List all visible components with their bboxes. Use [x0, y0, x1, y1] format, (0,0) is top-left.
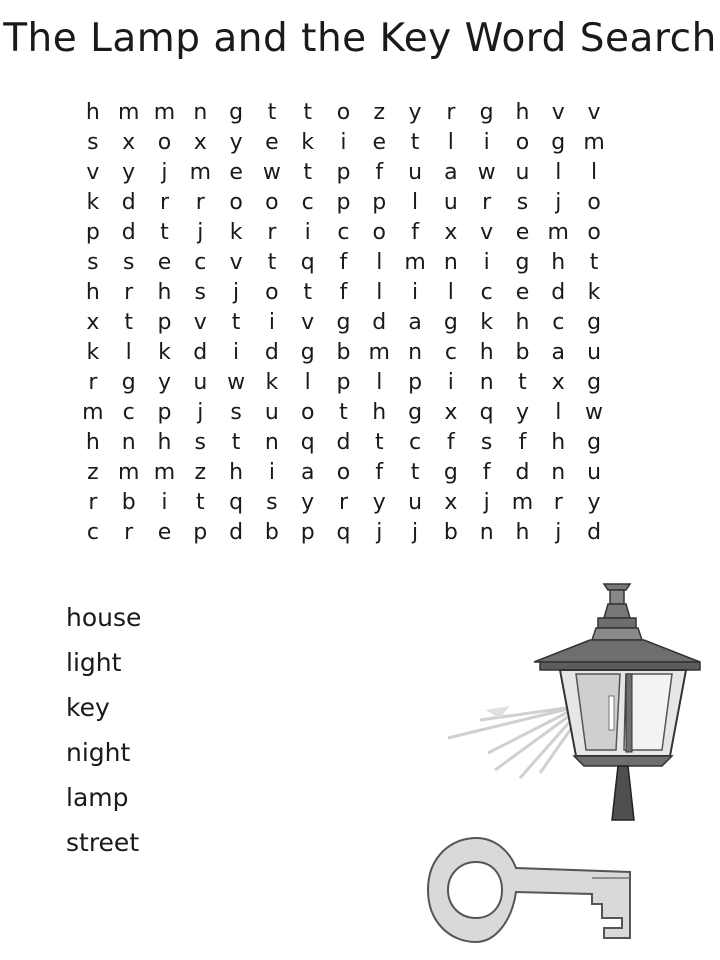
- grid-letter: j: [233, 280, 240, 305]
- grid-letter: k: [158, 340, 171, 365]
- grid-letter: m: [368, 340, 390, 365]
- letter-grid: [75, 98, 612, 548]
- grid-letter: y: [229, 130, 243, 155]
- grid-letter: o: [515, 130, 530, 155]
- grid-letter: h: [515, 310, 530, 335]
- grid-letter: a: [551, 340, 565, 365]
- grid-letter: l: [376, 280, 383, 305]
- grid-letter: d: [121, 220, 136, 245]
- grid-letter: r: [482, 190, 492, 215]
- grid-letter: b: [264, 520, 279, 545]
- grid-letter: o: [300, 400, 315, 425]
- grid-letter: i: [483, 250, 490, 275]
- grid-letter: t: [160, 220, 169, 245]
- grid-letter: u: [408, 160, 423, 185]
- grid-letter: g: [300, 340, 315, 365]
- grid-letter: t: [589, 250, 599, 275]
- grid-letter: i: [233, 340, 240, 365]
- grid-letter: k: [587, 280, 601, 305]
- grid-letter: i: [304, 220, 311, 245]
- grid-letter: z: [194, 460, 207, 485]
- grid-letter: l: [125, 340, 132, 365]
- grid-letter: f: [375, 160, 384, 185]
- grid-letter: o: [587, 190, 601, 215]
- grid-letter: a: [444, 160, 458, 185]
- grid-letter: g: [587, 310, 602, 335]
- grid-letter: j: [483, 490, 490, 515]
- grid-letter: c: [480, 280, 493, 305]
- grid-letter: t: [518, 370, 527, 395]
- grid-letter: f: [375, 460, 384, 485]
- grid-letter: e: [157, 250, 172, 275]
- grid-letter: x: [444, 220, 458, 245]
- grid-letter: m: [82, 400, 104, 425]
- grid-letter: p: [300, 520, 315, 545]
- grid-letter: m: [153, 100, 176, 125]
- grid-letter: i: [447, 370, 454, 395]
- grid-letter: m: [117, 100, 140, 125]
- grid-letter: p: [336, 370, 351, 395]
- grid-letter: l: [447, 280, 454, 305]
- grid-letter: i: [412, 280, 419, 305]
- grid-letter: w: [585, 400, 604, 425]
- grid-letter: v: [229, 250, 243, 275]
- grid-letter: d: [372, 310, 387, 335]
- grid-letter: q: [300, 430, 315, 455]
- grid-letter: y: [372, 490, 386, 515]
- grid-letter: v: [480, 220, 494, 245]
- grid-letter: u: [264, 400, 279, 425]
- grid-letter: s: [194, 280, 207, 305]
- grid-letter: c: [409, 430, 422, 455]
- grid-letter: d: [515, 460, 530, 485]
- grid-letter: e: [229, 160, 243, 185]
- grid-letter: f: [446, 430, 455, 455]
- grid-letter: z: [87, 460, 99, 485]
- grid-letter: x: [86, 310, 100, 335]
- grid-letter: m: [583, 130, 605, 155]
- grid-letter: t: [124, 310, 134, 335]
- grid-letter: h: [551, 250, 566, 275]
- grid-letter: n: [121, 430, 136, 455]
- grid-letter: d: [264, 340, 279, 365]
- grid-letter: l: [447, 130, 454, 155]
- grid-letter: q: [300, 250, 315, 275]
- grid-letter: j: [197, 400, 204, 425]
- grid-letter: o: [265, 190, 279, 215]
- grid-letter: t: [303, 280, 312, 305]
- grid-letter: z: [373, 100, 386, 125]
- grid-letter: o: [372, 220, 386, 245]
- grid-letter: h: [551, 430, 566, 455]
- grid-letter: p: [85, 220, 100, 245]
- grid-letter: h: [372, 400, 387, 425]
- grid-letter: t: [410, 130, 420, 155]
- grid-letter: n: [551, 460, 566, 485]
- grid-letter: s: [87, 130, 99, 155]
- grid-letter: j: [555, 190, 562, 215]
- grid-letter: n: [193, 100, 208, 125]
- grid-letter: b: [515, 340, 530, 365]
- grid-letter: h: [157, 430, 172, 455]
- grid-letter: r: [124, 520, 134, 545]
- grid-letter: g: [121, 370, 136, 395]
- grid-letter: m: [404, 250, 426, 275]
- grid-letter: l: [304, 370, 311, 395]
- grid-letter: p: [157, 310, 172, 335]
- grid-letter: g: [408, 400, 423, 425]
- grid-letter: y: [301, 490, 315, 515]
- grid-letter: s: [516, 190, 529, 215]
- grid-letter: e: [372, 130, 387, 155]
- word-list-item: street: [66, 828, 140, 857]
- grid-letter: s: [87, 250, 99, 275]
- grid-letter: l: [376, 370, 383, 395]
- grid-letter: h: [85, 280, 100, 305]
- grid-letter: r: [446, 100, 456, 125]
- grid-letter: h: [85, 100, 100, 125]
- grid-letter: m: [117, 460, 140, 485]
- grid-letter: t: [303, 160, 312, 185]
- word-list-item: lamp: [66, 783, 129, 812]
- grid-letter: n: [479, 370, 494, 395]
- grid-letter: d: [121, 190, 136, 215]
- grid-letter: p: [336, 190, 351, 215]
- grid-letter: c: [301, 190, 314, 215]
- grid-letter: f: [339, 250, 348, 275]
- grid-letter: y: [122, 160, 136, 185]
- grid-letter: j: [161, 160, 168, 185]
- grid-letter: m: [153, 460, 176, 485]
- grid-letter: d: [336, 430, 351, 455]
- grid-letter: t: [231, 310, 241, 335]
- grid-letter: l: [590, 160, 598, 185]
- grid-letter: v: [587, 100, 601, 125]
- grid-letter: u: [587, 460, 602, 485]
- grid-letter: g: [551, 130, 566, 155]
- grid-letter: t: [374, 430, 384, 455]
- grid-letter: k: [265, 370, 279, 395]
- grid-letter: g: [479, 100, 494, 125]
- grid-letter: y: [587, 490, 601, 515]
- grid-letter: x: [122, 130, 136, 155]
- grid-letter: c: [86, 520, 99, 545]
- grid-letter: j: [376, 520, 383, 545]
- grid-letter: b: [443, 520, 458, 545]
- grid-letter: j: [555, 520, 562, 545]
- grid-letter: g: [336, 310, 351, 335]
- grid-letter: b: [336, 340, 351, 365]
- grid-letter: n: [479, 520, 494, 545]
- grid-letter: o: [157, 130, 172, 155]
- grid-letter: m: [511, 490, 534, 515]
- grid-letter: g: [587, 370, 602, 395]
- grid-letter: k: [86, 340, 100, 365]
- grid-letter: r: [88, 370, 98, 395]
- grid-letter: l: [555, 160, 562, 185]
- grid-letter: h: [479, 340, 494, 365]
- word-list-item: key: [66, 693, 110, 722]
- grid-letter: q: [479, 400, 494, 425]
- grid-letter: i: [340, 130, 347, 155]
- grid-letter: d: [229, 520, 244, 545]
- grid-letter: i: [161, 490, 168, 515]
- grid-letter: s: [480, 430, 493, 455]
- word-list: [66, 598, 141, 868]
- grid-letter: n: [408, 340, 423, 365]
- grid-letter: d: [193, 340, 208, 365]
- grid-letter: p: [408, 370, 423, 395]
- grid-letter: m: [189, 160, 211, 185]
- grid-letter: g: [587, 430, 602, 455]
- grid-letter: o: [336, 460, 351, 485]
- grid-letter: a: [408, 310, 422, 335]
- grid-letter: i: [268, 460, 275, 485]
- grid-letter: c: [444, 340, 457, 365]
- grid-letter: x: [551, 370, 565, 395]
- grid-letter: y: [515, 400, 529, 425]
- grid-letter: d: [551, 280, 566, 305]
- grid-letter: l: [412, 190, 419, 215]
- grid-letter: e: [265, 130, 279, 155]
- grid-letter: l: [376, 250, 383, 275]
- grid-letter: o: [265, 280, 279, 305]
- grid-letter: p: [336, 160, 351, 185]
- grid-letter: h: [85, 430, 100, 455]
- key-icon: [424, 832, 639, 950]
- grid-letter: h: [229, 460, 244, 485]
- grid-letter: k: [301, 130, 315, 155]
- grid-letter: c: [337, 220, 350, 245]
- grid-letter: g: [443, 310, 458, 335]
- grid-letter: e: [157, 520, 172, 545]
- grid-letter: x: [193, 130, 207, 155]
- grid-letter: p: [193, 520, 208, 545]
- grid-letter: k: [480, 310, 494, 335]
- grid-letter: c: [194, 250, 207, 275]
- grid-letter: n: [264, 430, 279, 455]
- grid-letter: t: [231, 430, 241, 455]
- page-title: The Lamp and the Key Word Search: [3, 16, 717, 61]
- grid-letter: r: [195, 190, 205, 215]
- grid-letter: w: [477, 160, 496, 185]
- grid-letter: t: [195, 490, 205, 515]
- grid-letter: o: [229, 190, 243, 215]
- grid-letter: s: [230, 400, 242, 425]
- grid-letter: i: [483, 130, 490, 155]
- grid-letter: l: [555, 400, 562, 425]
- grid-letter: f: [411, 220, 419, 245]
- grid-letter: t: [410, 460, 420, 485]
- grid-letter: k: [229, 220, 243, 245]
- grid-letter: s: [266, 490, 278, 515]
- grid-letter: r: [553, 490, 563, 515]
- grid-letter: g: [229, 100, 244, 125]
- grid-letter: t: [267, 100, 277, 125]
- grid-letter: n: [443, 250, 458, 275]
- grid-letter: x: [444, 400, 458, 425]
- grid-letter: r: [124, 280, 134, 305]
- grid-letter: v: [551, 100, 565, 125]
- grid-letter: t: [267, 250, 277, 275]
- light-rays: [448, 706, 582, 778]
- grid-letter: v: [193, 310, 207, 335]
- grid-letter: s: [194, 430, 207, 455]
- grid-letter: u: [587, 340, 602, 365]
- grid-letter: u: [408, 490, 423, 515]
- grid-letter: e: [515, 280, 530, 305]
- grid-letter: f: [482, 460, 491, 485]
- grid-letter: o: [587, 220, 601, 245]
- grid-letter: h: [515, 100, 530, 125]
- grid-letter: w: [227, 370, 246, 395]
- grid-letter: j: [412, 520, 419, 545]
- grid-letter: e: [515, 220, 530, 245]
- grid-letter: r: [338, 490, 348, 515]
- grid-letter: g: [515, 250, 530, 275]
- grid-letter: s: [122, 250, 135, 275]
- grid-letter: y: [408, 100, 422, 125]
- word-list-item: light: [66, 648, 122, 677]
- grid-letter: m: [547, 220, 569, 245]
- grid-letter: x: [444, 490, 458, 515]
- grid-letter: f: [339, 280, 348, 305]
- grid-letter: r: [267, 220, 277, 245]
- grid-letter: v: [301, 310, 315, 335]
- grid-letter: u: [443, 190, 458, 215]
- grid-letter: u: [515, 160, 530, 185]
- grid-letter: p: [372, 190, 387, 215]
- grid-letter: a: [300, 460, 315, 485]
- grid-letter: t: [339, 400, 348, 425]
- grid-letter: y: [157, 370, 171, 395]
- grid-letter: r: [88, 490, 98, 515]
- grid-letter: w: [262, 160, 281, 185]
- grid-letter: t: [303, 100, 312, 125]
- grid-letter: o: [336, 100, 351, 125]
- grid-letter: h: [515, 520, 530, 545]
- word-list-item: house: [66, 603, 142, 632]
- grid-letter: f: [518, 430, 527, 455]
- grid-letter: j: [197, 220, 204, 245]
- grid-letter: q: [229, 490, 244, 515]
- grid-letter: g: [443, 460, 458, 485]
- grid-letter: d: [587, 520, 602, 545]
- street-lamp-icon: [440, 578, 705, 828]
- grid-letter: p: [157, 400, 172, 425]
- grid-letter: b: [121, 490, 136, 515]
- grid-letter: c: [122, 400, 135, 425]
- grid-letter: k: [86, 190, 100, 215]
- grid-letter: q: [336, 520, 351, 545]
- word-list-item: night: [66, 738, 131, 767]
- grid-letter: r: [159, 190, 170, 215]
- grid-letter: c: [552, 310, 565, 335]
- grid-letter: v: [86, 160, 100, 185]
- grid-letter: u: [193, 370, 208, 395]
- grid-letter: i: [268, 310, 275, 335]
- grid-letter: h: [157, 280, 172, 305]
